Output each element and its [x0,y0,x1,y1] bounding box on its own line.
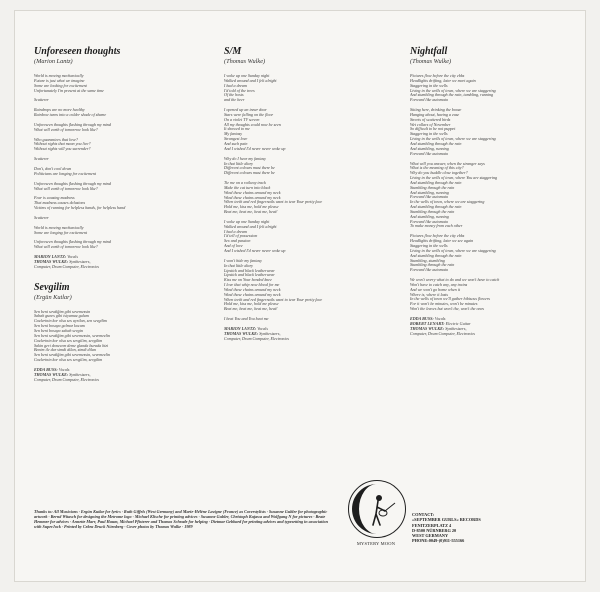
lyric-line: I won't hide my fantasy [224,258,262,263]
lyric-line: Tie me on a railway track [224,181,266,186]
lyric-line: Politicians are longing for excitement [34,171,96,176]
lyric-line: World is moving mechanically [34,74,84,78]
song-credits [34,255,192,270]
lyric-line: Sen beni sevdiğim gibi sevemezsin, sevemezlin [34,333,110,338]
lyric-line: Scatterer [34,157,49,162]
lyric-line: Stumbling through the rain [410,185,455,190]
lyric-line: I'd told of the trees [224,88,255,93]
lyric-line: Of the hosts [224,93,244,98]
song-block [34,282,192,383]
lyric-line: Fear is causing madness [34,196,75,201]
song-title: Nightfall [410,46,448,57]
lyric-stanza [34,226,192,236]
lyric-line: Unforeseen thoughts flashing through my mind [34,181,111,186]
lyric-line: And stumbling through the rain [410,205,462,210]
lyric-line: Won't have to catch any, any trains [410,282,468,287]
lyric-stanza [224,157,382,176]
contact-block [412,512,562,544]
credit-role: Vocals [58,366,70,372]
lyric-line: Pictures flow before the city ebbs [410,234,465,239]
lyric-line: Living in the wells of town, where we are staggering [410,88,496,93]
lyric-line: Why do I hear my fantasy [224,156,266,161]
credit-name: THOMAS WULKE: [410,325,445,331]
song-author: (Thomas Wulke) [224,58,266,65]
lyric-line: Sabah gunes gibi isiyamaz gulum [34,314,89,319]
lyric-line: Don't, don't cool down [34,166,72,171]
credit-line [34,378,192,383]
lyric-line: Streets of scattered birds [410,117,451,122]
lyric-line: Stars were falling on the floor [224,112,274,117]
lyric-stanza [410,278,568,312]
lyric-line: Unforeseen thoughts flashing through my mind [34,240,111,245]
lyric-line: Unfortunately I'm present at the same time [34,88,104,93]
lyric-line: Lipstick and black leatherwear [224,273,275,278]
lyric-line: Without rights will you surrender? [34,147,91,152]
lyric-line: To make money from each other [410,224,463,229]
song-author: (Marion Lantz) [34,58,73,65]
column-middle [224,46,382,342]
lyric-line: And I wished I'd never never woke up [224,249,286,253]
column-left [34,46,192,382]
lyric-line: Sitting here, drinking the booze [410,108,462,113]
lyric-line: Sex and passion [224,239,251,244]
lyric-stanza [34,240,192,250]
lyric-line: Stumbling, stumbling [410,258,445,263]
lyric-stanza [224,259,382,312]
lyric-line: Wind these chains around my neck [224,287,281,292]
lyric-line: and the beer [224,98,245,103]
lyric-line: When teeth and red fingernails want to tear Your pretty face [224,297,323,302]
song-author: (Ergün Kutlar) [34,293,72,301]
credit-name: THOMAS WULKE: [224,330,259,336]
lyric-line: In that little diary [224,161,253,166]
lyric-line: Make the cat turn into black [224,185,271,190]
lyric-line: I beat You and You beat me [224,317,269,322]
lyric-stanza [34,196,192,211]
credit-name: THOMAS WULKE: [34,258,69,264]
lyric-line: Where is, where it lasts [410,292,449,297]
lyric-line: My fantasy [224,132,243,137]
lyric-stanza [410,234,568,273]
lyric-line: And stumbling, running [410,190,449,195]
lyric-line: Staggering in the wells [410,244,448,248]
lyric-line: What is the meaning of this city? [410,166,464,171]
lyric-line: And of love [224,244,243,249]
lyric-line: Walked around and I felt alright [224,78,277,83]
song-block [224,46,382,342]
lyric-stanza [34,182,192,192]
lyric-line: Gozlerinin kor olsa ses sevgilim, sevgilim [34,358,103,363]
lyric-line: Headlights drifting, later we meet again [410,78,476,83]
credit-role: Computer, Drum Computer, Electronics [34,263,100,269]
lyric-line: All my thoughts could now be seen [224,122,281,127]
lyric-line: And stumbling through the rain, tumbling, running [410,93,494,98]
lyric-line: Lipstick and black leatherwear [224,268,275,273]
lyric-line: Wind these chains around my neck [224,292,281,297]
song-title: Sevgilim [34,281,70,293]
mystery-moon-logo-icon [348,480,406,538]
song-credits [410,317,568,336]
credit-role: Synthesizers, [445,325,467,331]
lyric-line: Beat me, beat me, beat me, beat! [224,307,278,312]
lyric-line: In the wells of town, where we are staggering [410,200,485,205]
lyric-line: Wind these chains around my neck [224,195,281,200]
contact-line: PHONE:0049-(0)911-555166 [412,538,465,544]
lyric-line: Forward like automata [410,219,448,224]
lyric-line: Why do you huddle close together? [410,171,468,176]
contact-line: FENITZERPLATZ 4 [412,522,452,528]
credit-role: Synthesizers, [259,330,281,336]
lyric-line: Forward like automata [410,151,448,156]
lyric-line: Staggering in the wells [410,132,448,137]
credit-role: Electric Guitar [445,320,471,326]
credit-name: ROBERT LENART: [410,320,445,326]
lyric-line: Forward like automata [410,268,448,273]
lyric-stanza [224,181,382,215]
lyric-line: What will you answer, when the stranger says [410,161,485,166]
lyric-stanza [410,108,568,156]
lyric-line: I had a dream [224,229,247,234]
lyric-stanza [224,317,382,322]
column-right [410,46,568,336]
song-title: Unforeseen thoughts [34,46,121,57]
label-name: MYSTERY MOON [356,541,396,546]
lyric-line: I had a dream [224,83,247,88]
lyric-line: And such pain [224,141,248,146]
credit-name: MARION LANTZ: [224,325,257,331]
lyric-line: I'd tell of possession [224,234,258,239]
credit-line [410,332,568,337]
lyric-line: Benim ile dur simdi dilan, simdi dilan [34,348,96,353]
lyric-line: Raindrops are no more healthy [34,108,85,113]
song-credits [34,368,192,383]
lyric-line: Wind these chains around my neck [224,190,281,195]
lyric-line: Sakin geri donecem deme glanda burada bizi [34,343,109,348]
lyric-stanza [34,157,192,162]
lyric-line: Rainbow turns into a colder shade of shame [34,113,107,118]
lyric-line: And stumbling through the rain [410,253,462,258]
lyric-line: Scatterer [34,215,49,220]
lyric-stanza [224,108,382,152]
lyric-line: What will earth of tomorrow look like? [34,186,98,191]
lyric-line: Without rights that mean you live? [34,142,91,147]
lyric-line: I opened up an inner door [224,108,267,113]
contact-line: D-8500 NÜRNBERG 20 [412,527,457,533]
lyric-stanza [410,74,568,103]
lyric-line: In the wells of town we'll gather hibiscus flowers [410,297,491,302]
lyric-line: And we won't go home when it [410,287,460,292]
lyric-line: And stumbling, running [410,146,449,151]
lyric-stanza [34,310,192,363]
lyric-line: And stumbling through the rain [410,180,462,185]
lyric-line: Hold me, kiss me, hold me please [224,302,279,307]
lyric-stanza [34,167,192,177]
credit-line [34,265,192,270]
lyric-line: Stumbling through the rain [410,263,455,268]
credit-role: Computer, Drum Computer, Electronics [34,376,100,382]
contact-line: »SEPTEMBER GURLS« RECORDS [412,517,481,523]
lyric-line: Wet collars of November [410,122,451,127]
lyric-line: Who guarantees that love? [34,137,78,142]
credit-role: Vocals [257,325,268,331]
lyric-line: When teeth and red fingernails want to tear Your pretty face [224,200,323,205]
lyric-line: Gozlerinin kor olsa ses sevgilim, sevgilim [34,338,103,343]
lyric-stanza [34,216,192,221]
lyric-line: So difficult to be not puppet [410,127,456,132]
lyric-line: Sen beni sevdiğim gibi sevemezsin [34,309,91,314]
lyric-stanza [34,123,192,133]
lyric-line: Forward like automata [410,195,448,200]
credit-role: Computer, Drum Computer, Electronics [410,330,476,336]
lyric-line: And stumbling through the rain [410,141,462,146]
lyric-line: For it won't be minutes, won't be minutes [410,302,478,307]
lyric-line: And stumbling, running [410,214,449,219]
lyric-line: Sen beni bosaya sabah sevgin [34,329,83,333]
lyric-stanza [410,162,568,230]
lyric-line: Scatterer [34,98,49,103]
lyric-line: What will earth of tomorrow look like? [34,245,98,250]
lyric-stanza [34,138,192,153]
lyric-line: We won't worry what to do and we won't have to catch [410,278,500,283]
credit-line [224,337,382,342]
lyric-line: Unforeseen thoughts flashing through my mind [34,122,111,127]
lyric-line: Living in the wells of town, where we are staggering [410,248,496,253]
credit-name: EDDA BUSS: [34,366,58,372]
credit-role: Synthesizers, [69,258,91,264]
lyric-line: Hold me, kiss me, hold me please [224,205,279,210]
lyric-line: Living in the wells of town, where You are staggering [410,176,498,181]
lyric-line: Different colours must there be [224,171,275,176]
lyric-stanza [224,74,382,103]
lyric-line: Sen beni bosaya gelmez kocam [34,324,85,329]
lyric-line: I love that whip now blood for me [224,283,280,288]
lyric-line: Future is just what we imagine [34,78,85,83]
moon-guitarist-icon [349,481,405,537]
credit-name: THOMAS WULKE: [34,371,69,377]
lyric-line: I woke up one Sunday night [224,219,270,224]
song-author: (Thomas Wulke) [410,58,452,65]
lyric-stanza [34,74,192,93]
lyric-line: Stumbling through the rain [410,209,455,214]
lyric-line: Different colours must there be [224,166,275,171]
lyric-line: That madness causes delusions [34,201,86,206]
lyric-line: Kiss me on Your bended knee [224,278,272,283]
lyric-line: Some are longing for excitement [34,230,88,235]
lyric-line: Pictures flow before the city ebbs [410,74,465,78]
lyric-line: Hanging about, having a ease [410,112,460,117]
credit-role: Computer, Drum Computer, Electronics [224,335,290,341]
lyric-line: Walked around and I felt alright [224,224,277,229]
lyric-line: In that little diary [224,263,253,268]
lyric-line: I woke up one Sunday night [224,74,270,78]
song-block [34,46,192,270]
song-block [410,46,568,336]
credit-name: MARION LANTZ: [34,254,67,260]
lyric-line: On a violet TV screen [224,117,260,122]
lyric-line: What will earth of tomorrow look like? [34,127,98,132]
credit-role: Vocals [67,254,78,260]
lyric-line: Headlights drifting, later we see again [410,239,474,244]
lyric-line: Beat me, beat me, beat me, beat! [224,210,278,215]
thanks-text: Thanks to: All Musicians · Ergün Kutlar for lyrics · Ruth Giffels (West Germany) and Marie-Hélène Lavigne (France) as Coverstylists · Susanne Gubler for photographic artwork · Bernd Witasch for designing the Metrome logo · Michael Klische for printing advices · Susanne Gubler, Christoph Kujawa and Wolfgang N for pictures · Beate Hemmer for advices · Annette Marr, Paul Haum, Michael Pfisterer and Thomas Schrade for helping · Dietmar Gebhard for printing advices and typesetting in association with SuperJock · Printed by Cebra Druck Nürnberg · Cover photos by Thomas Wulke · 1989 [34,509,328,530]
lyric-line: Sen beni sevdiğim gibi sevemezsin, sevemezlin [34,353,110,358]
lyric-stanza [224,220,382,254]
lyric-stanza [34,108,192,118]
lyric-line: Living in the wells of town, where we are staggering [410,137,496,142]
lyric-line: Won't the leaves but won't the, won't the ones [410,307,484,312]
lyric-line: Victims of running for helpless hands, for helpless hand [34,206,126,211]
contact-line: CONTACT: [412,512,435,517]
lyric-line: Staggering in the wells [410,83,448,88]
lyric-line: And I wished I'd never never woke up [224,146,286,151]
lyric-line: Some are looking for excitement [34,83,87,88]
lyric-stanza [34,98,192,103]
lyric-line: World is moving mechanically [34,225,84,230]
credit-role: Vocals [434,315,446,321]
contact-line: WEST GERMANY [412,533,449,539]
lyric-line: Strangest love [224,137,248,142]
lyric-line: It showed to me [224,127,250,132]
song-credits [224,327,382,342]
credit-name: EDDA BUSS: [410,315,434,321]
song-title: S/M [224,46,242,57]
lyric-line: Forward like automata [410,98,448,103]
credit-role: Synthesizers, [69,371,91,377]
lyric-line: Gozlerinin kor olsa ses ayrilan, sen sevgilim [34,319,107,324]
